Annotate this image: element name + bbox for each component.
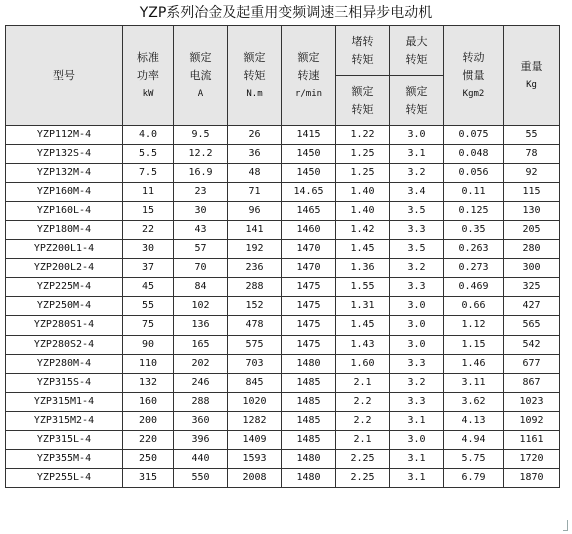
table-row	[6, 316, 560, 335]
value-cell: 3.0	[390, 430, 444, 449]
header-locked-rated: 额定 转矩	[336, 76, 390, 126]
model-cell: YZP315M2-4	[6, 411, 123, 430]
table-row	[6, 278, 560, 297]
value-cell: 1870	[504, 468, 560, 487]
value-cell: 1.60	[336, 354, 390, 373]
page-title: YZP系列冶金及起重用变频调速三相异步电动机	[139, 5, 433, 21]
value-cell: 2.1	[336, 430, 390, 449]
model-cell: YZP132M-4	[6, 164, 123, 183]
value-cell: 152	[228, 297, 282, 316]
value-cell: 0.35	[444, 221, 504, 240]
value-cell: 1.22	[336, 126, 390, 145]
value-cell: 1450	[282, 145, 336, 164]
value-cell: 288	[228, 278, 282, 297]
header-model: 型号	[6, 26, 123, 126]
value-cell: 325	[504, 278, 560, 297]
value-cell: 22	[123, 221, 174, 240]
value-cell: 250	[123, 449, 174, 468]
table-row	[6, 164, 560, 183]
table-row	[6, 335, 560, 354]
value-cell: 2008	[228, 468, 282, 487]
value-cell: 136	[174, 316, 228, 335]
value-cell: 1475	[282, 316, 336, 335]
value-cell: 1.45	[336, 316, 390, 335]
value-cell: 205	[504, 221, 560, 240]
value-cell: 0.273	[444, 259, 504, 278]
value-cell: 141	[228, 221, 282, 240]
value-cell: 1.40	[336, 202, 390, 221]
value-cell: 4.0	[123, 126, 174, 145]
value-cell: 1020	[228, 392, 282, 411]
value-cell: 1161	[504, 430, 560, 449]
value-cell: 0.66	[444, 297, 504, 316]
value-cell: 202	[174, 354, 228, 373]
value-cell: 1485	[282, 373, 336, 392]
value-cell: 55	[504, 126, 560, 145]
table-row	[6, 354, 560, 373]
value-cell: 1470	[282, 240, 336, 259]
value-cell: 0.056	[444, 164, 504, 183]
model-cell: YZP200L2-4	[6, 259, 123, 278]
value-cell: 3.1	[390, 449, 444, 468]
value-cell: 26	[228, 126, 282, 145]
value-cell: 1720	[504, 449, 560, 468]
value-cell: 1485	[282, 430, 336, 449]
table-row	[6, 373, 560, 392]
value-cell: 0.125	[444, 202, 504, 221]
model-cell: YZP315L-4	[6, 430, 123, 449]
value-cell: 2.25	[336, 468, 390, 487]
header-speed: 额定 转速 r/min	[282, 26, 336, 126]
value-cell: 478	[228, 316, 282, 335]
value-cell: 3.3	[390, 354, 444, 373]
value-cell: 1.31	[336, 297, 390, 316]
value-cell: 703	[228, 354, 282, 373]
model-cell: YZP280S1-4	[6, 316, 123, 335]
value-cell: 4.13	[444, 411, 504, 430]
table-row	[6, 449, 560, 468]
value-cell: 102	[174, 297, 228, 316]
value-cell: 1.15	[444, 335, 504, 354]
model-cell: YZP280M-4	[6, 354, 123, 373]
value-cell: 220	[123, 430, 174, 449]
value-cell: 1480	[282, 468, 336, 487]
value-cell: 1415	[282, 126, 336, 145]
value-cell: 1282	[228, 411, 282, 430]
value-cell: 1450	[282, 164, 336, 183]
value-cell: 90	[123, 335, 174, 354]
model-cell: YZP132S-4	[6, 145, 123, 164]
value-cell: 160	[123, 392, 174, 411]
value-cell: 300	[504, 259, 560, 278]
model-cell: YZP250M-4	[6, 297, 123, 316]
value-cell: 550	[174, 468, 228, 487]
value-cell: 16.9	[174, 164, 228, 183]
value-cell: 0.048	[444, 145, 504, 164]
value-cell: 1470	[282, 259, 336, 278]
header-locked-torque: 堵转 转矩	[336, 26, 390, 76]
table-row	[6, 392, 560, 411]
model-cell: YZP160L-4	[6, 202, 123, 221]
header-max-rated: 额定 转矩	[390, 76, 444, 126]
value-cell: 1480	[282, 449, 336, 468]
value-cell: 96	[228, 202, 282, 221]
value-cell: 1485	[282, 392, 336, 411]
value-cell: 75	[123, 316, 174, 335]
value-cell: 1.45	[336, 240, 390, 259]
value-cell: 0.11	[444, 183, 504, 202]
value-cell: 575	[228, 335, 282, 354]
value-cell: 867	[504, 373, 560, 392]
table-row	[6, 202, 560, 221]
value-cell: 192	[228, 240, 282, 259]
value-cell: 2.1	[336, 373, 390, 392]
value-cell: 3.1	[390, 411, 444, 430]
value-cell: 165	[174, 335, 228, 354]
value-cell: 3.11	[444, 373, 504, 392]
value-cell: 14.65	[282, 183, 336, 202]
value-cell: 1485	[282, 411, 336, 430]
value-cell: 37	[123, 259, 174, 278]
value-cell: 7.5	[123, 164, 174, 183]
value-cell: 1.25	[336, 164, 390, 183]
header-torque: 额定 转矩 N.m	[228, 26, 282, 126]
model-cell: YZP255L-4	[6, 468, 123, 487]
value-cell: 1.55	[336, 278, 390, 297]
value-cell: 1409	[228, 430, 282, 449]
value-cell: 48	[228, 164, 282, 183]
value-cell: 1092	[504, 411, 560, 430]
value-cell: 9.5	[174, 126, 228, 145]
value-cell: 3.0	[390, 126, 444, 145]
model-cell: YZP225M-4	[6, 278, 123, 297]
model-cell: YZP355M-4	[6, 449, 123, 468]
value-cell: 1460	[282, 221, 336, 240]
value-cell: 565	[504, 316, 560, 335]
model-cell: YZP315S-4	[6, 373, 123, 392]
value-cell: 110	[123, 354, 174, 373]
value-cell: 55	[123, 297, 174, 316]
value-cell: 3.0	[390, 335, 444, 354]
value-cell: 288	[174, 392, 228, 411]
value-cell: 845	[228, 373, 282, 392]
value-cell: 360	[174, 411, 228, 430]
value-cell: 3.1	[390, 468, 444, 487]
spec-table	[5, 25, 560, 488]
value-cell: 2.2	[336, 392, 390, 411]
value-cell: 1475	[282, 335, 336, 354]
value-cell: 1.40	[336, 183, 390, 202]
corner-mark	[563, 520, 568, 531]
table-row	[6, 183, 560, 202]
value-cell: 4.94	[444, 430, 504, 449]
value-cell: 440	[174, 449, 228, 468]
value-cell: 70	[174, 259, 228, 278]
header-current: 额定 电流 A	[174, 26, 228, 126]
value-cell: 57	[174, 240, 228, 259]
value-cell: 1023	[504, 392, 560, 411]
value-cell: 3.0	[390, 297, 444, 316]
value-cell: 3.1	[390, 145, 444, 164]
value-cell: 3.2	[390, 373, 444, 392]
model-cell: YZP180M-4	[6, 221, 123, 240]
value-cell: 1593	[228, 449, 282, 468]
value-cell: 30	[123, 240, 174, 259]
model-cell: YZP280S2-4	[6, 335, 123, 354]
value-cell: 315	[123, 468, 174, 487]
value-cell: 3.62	[444, 392, 504, 411]
value-cell: 12.2	[174, 145, 228, 164]
value-cell: 3.2	[390, 259, 444, 278]
value-cell: 280	[504, 240, 560, 259]
value-cell: 3.2	[390, 164, 444, 183]
value-cell: 30	[174, 202, 228, 221]
value-cell: 1.46	[444, 354, 504, 373]
table-row	[6, 145, 560, 164]
value-cell: 1.43	[336, 335, 390, 354]
value-cell: 3.3	[390, 278, 444, 297]
value-cell: 15	[123, 202, 174, 221]
value-cell: 78	[504, 145, 560, 164]
value-cell: 396	[174, 430, 228, 449]
value-cell: 3.5	[390, 240, 444, 259]
table-row	[6, 297, 560, 316]
table-row	[6, 430, 560, 449]
value-cell: 3.4	[390, 183, 444, 202]
model-cell: YZP315M1-4	[6, 392, 123, 411]
value-cell: 542	[504, 335, 560, 354]
value-cell: 3.5	[390, 202, 444, 221]
value-cell: 2.2	[336, 411, 390, 430]
value-cell: 1.12	[444, 316, 504, 335]
value-cell: 84	[174, 278, 228, 297]
value-cell: 246	[174, 373, 228, 392]
model-cell: YZP112M-4	[6, 126, 123, 145]
table-body	[6, 126, 560, 488]
value-cell: 1475	[282, 278, 336, 297]
value-cell: 43	[174, 221, 228, 240]
table-row	[6, 411, 560, 430]
value-cell: 45	[123, 278, 174, 297]
value-cell: 11	[123, 183, 174, 202]
header-max-torque: 最大 转矩	[390, 26, 444, 76]
value-cell: 6.79	[444, 468, 504, 487]
value-cell: 1.25	[336, 145, 390, 164]
value-cell: 1475	[282, 297, 336, 316]
table-row	[6, 240, 560, 259]
model-cell: YPZ200L1-4	[6, 240, 123, 259]
value-cell: 23	[174, 183, 228, 202]
value-cell: 5.5	[123, 145, 174, 164]
table-row	[6, 468, 560, 487]
value-cell: 1.42	[336, 221, 390, 240]
value-cell: 1465	[282, 202, 336, 221]
header-weight: 重量 Kg	[504, 26, 560, 126]
value-cell: 130	[504, 202, 560, 221]
value-cell: 3.0	[390, 316, 444, 335]
value-cell: 0.263	[444, 240, 504, 259]
value-cell: 5.75	[444, 449, 504, 468]
table-row	[6, 126, 560, 145]
table-row	[6, 221, 560, 240]
value-cell: 36	[228, 145, 282, 164]
model-cell: YZP160M-4	[6, 183, 123, 202]
header-inertia: 转动 惯量 Kgm2	[444, 26, 504, 126]
value-cell: 200	[123, 411, 174, 430]
value-cell: 677	[504, 354, 560, 373]
value-cell: 71	[228, 183, 282, 202]
value-cell: 92	[504, 164, 560, 183]
value-cell: 0.469	[444, 278, 504, 297]
value-cell: 1480	[282, 354, 336, 373]
value-cell: 236	[228, 259, 282, 278]
header-power: 标准 功率 kW	[123, 26, 174, 126]
value-cell: 427	[504, 297, 560, 316]
value-cell: 1.36	[336, 259, 390, 278]
value-cell: 132	[123, 373, 174, 392]
value-cell: 3.3	[390, 392, 444, 411]
value-cell: 3.3	[390, 221, 444, 240]
value-cell: 2.25	[336, 449, 390, 468]
value-cell: 115	[504, 183, 560, 202]
table-row	[6, 259, 560, 278]
value-cell: 0.075	[444, 126, 504, 145]
